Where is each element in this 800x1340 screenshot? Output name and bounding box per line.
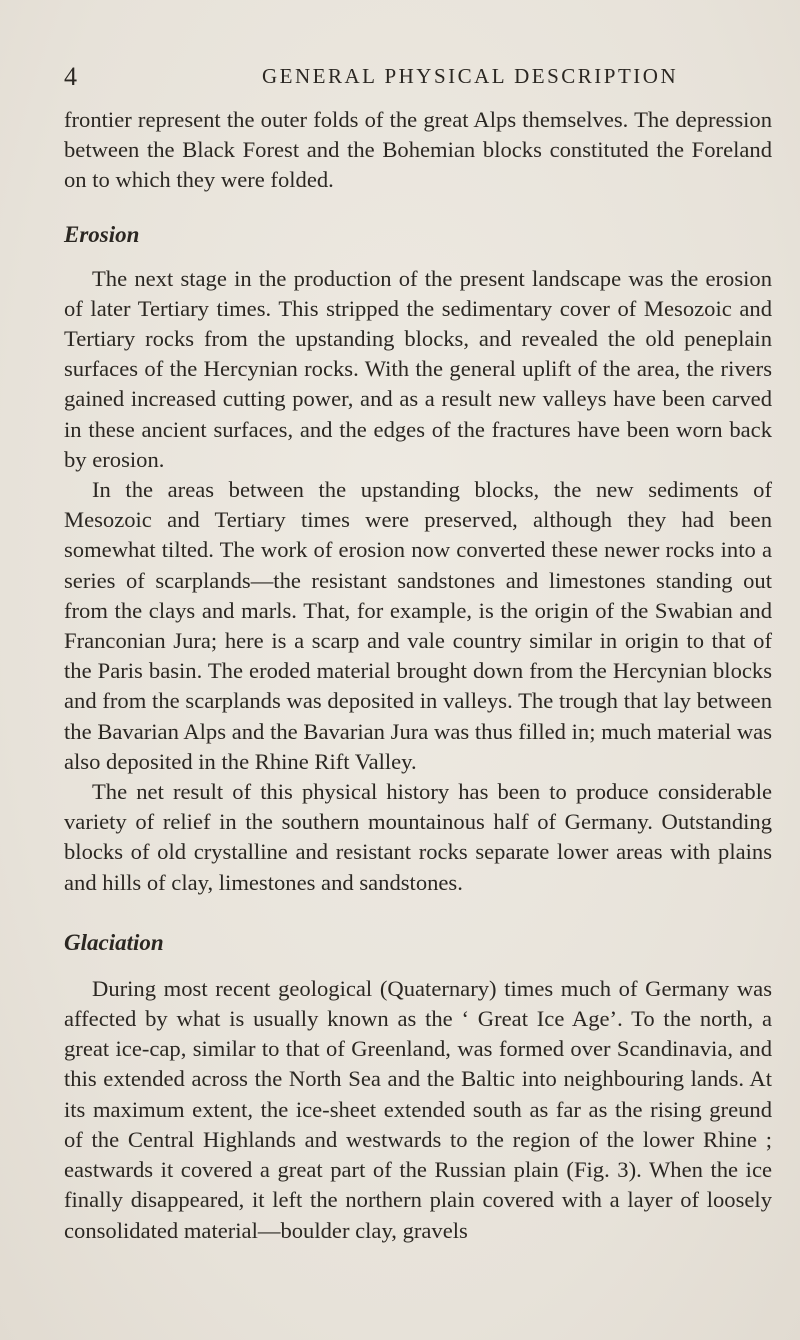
intro-paragraph: frontier represent the outer folds of the great Alps themselves. The depression between the Black Forest and the Bohemian blocks constituted the Foreland on to which they were folded. — [64, 107, 772, 193]
running-title: GENERAL PHYSICAL DESCRIPTION — [262, 64, 679, 88]
erosion-paragraph-2: In the areas between the upstanding blocks, the new sediments of Mesozoic and Tertiary times were preserved, although they had been somewhat tilted. The work of erosion now converted these newer rocks into a series of scarplands—the resistant sandstones and limestones standing out from the clays and marls. That, for example, is the origin of the Swabian and Franconian Jura; here is a scarp and vale country similar in origin to that of the Paris basin. The eroded material brought down from the Hercynian blocks and from the scarplands was deposited in valleys. The trough that lay between the Bavarian Alps and the Bavarian Jura was thus filled in; much material was also deposited in the Rhine Rift Valley. — [64, 477, 772, 774]
glaciation-paragraph-1: During most recent geological (Quaternary) times much of Germany was affected by what is usually known as the ‘ Great Ice Age’. To the north, a great ice-cap, similar to that of Greenland, was formed over Scandinavia, and this extended across the North Sea and the Baltic into neighbouring lands. At its maximum extent, the ice-sheet extended south as far as the rising greund of the Central Highlands and westwards to the region of the lower Rhine ; eastwards it covered a great part of the Russian plain (Fig. 3). When the ice finally disappeared, it left the northern plain covered with a layer of loosely consolidated material—boulder clay, gravels — [64, 975, 772, 1243]
page-body — [64, 105, 772, 1246]
erosion-heading: Erosion — [64, 221, 140, 247]
page-header — [64, 62, 764, 96]
page-number: 4 — [64, 62, 78, 91]
glaciation-heading: Glaciation — [64, 929, 164, 955]
erosion-paragraph-1: The next stage in the production of the present landscape was the erosion of later Tertiary times. This stripped the sedimentary cover of Mesozoic and Tertiary rocks from the upstanding blocks, and revealed the old peneplain surfaces of the Hercynian rocks. With the general uplift of the area, the rivers gained increased cutting power, and as a result new valleys have been carved in these ancient surfaces, and the edges of the fractures have been worn back by erosion. — [64, 265, 772, 472]
erosion-paragraph-3: The net result of this physical history has been to produce considerable variety of relief in the southern mountainous half of Germany. Outstanding blocks of old crystalline and resistant rocks separate lower areas with plains and hills of clay, limestones and sandstones. — [64, 779, 772, 895]
